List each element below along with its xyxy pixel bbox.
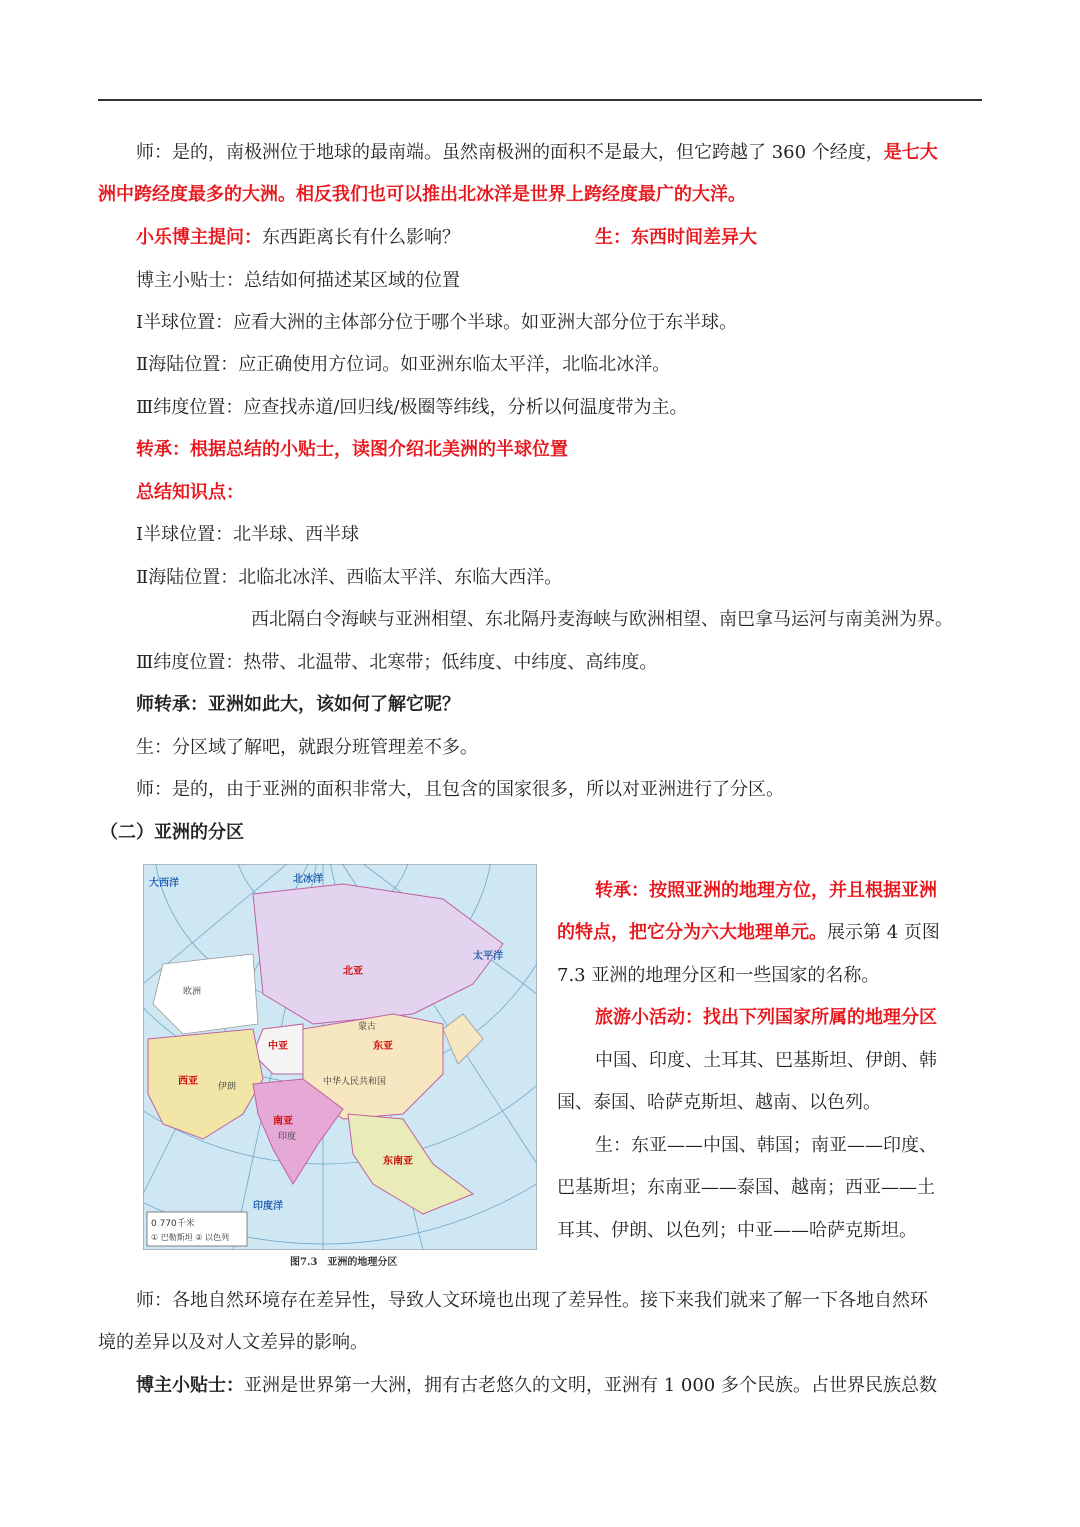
tip-title: 博主小贴士：总结如何描述某区域的位置: [136, 270, 460, 291]
map-caption: 图7.3 亚洲的地理分区: [290, 1257, 398, 1268]
map-label: 北冰洋: [293, 874, 323, 885]
right-line: 中国、印度、土耳其、巴基斯坦、伊朗、韩: [595, 1050, 937, 1071]
summary-item: Ⅰ半球位置：北半球、西半球: [136, 524, 360, 545]
summary-item-cont: 西北隔白令海峡与亚洲相望、东北隔丹麦海峡与欧洲相望、南巴拿马运河与南美洲为界。: [251, 609, 953, 630]
map-label: 中亚: [268, 1041, 288, 1052]
map-legend: ① 巴勒斯坦 ② 以色列: [151, 1233, 229, 1242]
map-label: 印度: [278, 1132, 297, 1142]
paragraph-line: 境的差异以及对人文差异的影响。: [98, 1332, 368, 1353]
right-line: 转承：按照亚洲的地理方位，并且根据亚洲: [595, 880, 937, 901]
right-line: 耳其、伊朗、以色列；中亚——哈萨克斯坦。: [557, 1220, 917, 1241]
question-line: 小乐博主提问：东西距离长有什么影响？: [136, 227, 460, 248]
paragraph-line: 师：是的，南极洲位于地球的最南端。虽然南极洲的面积不是最大，但它跨越了 360 个经度，是七大: [136, 142, 938, 163]
asia-regions-map: [143, 864, 537, 1250]
tip-line: 博主小贴士：亚洲是世界第一大洲，拥有古老悠久的文明，亚洲有 1 000 多个民族。占世界民族总数: [136, 1375, 937, 1396]
map-label: 南亚: [273, 1116, 293, 1127]
map-label: 印度洋: [253, 1201, 283, 1212]
right-line: 7.3 亚洲的地理分区和一些国家的名称。: [557, 965, 880, 986]
tip-item: Ⅱ海陆位置：应正确使用方位词。如亚洲东临太平洋，北临北冰洋。: [136, 354, 671, 375]
map-label: 北亚: [343, 966, 363, 977]
map-label: 蒙古: [358, 1022, 377, 1032]
map-label: 欧洲: [183, 987, 202, 997]
student-line: 生：分区域了解吧，就跟分班管理差不多。: [136, 737, 478, 758]
section-title: （二）亚洲的分区: [100, 822, 244, 843]
tip-item: Ⅰ半球位置：应看大洲的主体部分位于哪个半球。如亚洲大部分位于东半球。: [136, 312, 738, 333]
tip-item: Ⅲ纬度位置：应查找赤道/回归线/极圈等纬线，分析以何温度带为主。: [136, 397, 688, 418]
activity-title: 旅游小活动：找出下列国家所属的地理分区: [595, 1007, 937, 1028]
summary-title: 总结知识点：: [136, 482, 244, 503]
map-label: 中华人民共和国: [323, 1077, 387, 1087]
map-label: 东亚: [373, 1041, 393, 1052]
transition-line: 转承：根据总结的小贴士，读图介绍北美洲的半球位置: [136, 439, 568, 460]
paragraph-line: 师：各地自然环境存在差异性，导致人文环境也出现了差异性。接下来我们就来了解一下各地自然环: [136, 1290, 928, 1311]
map-label: 太平洋: [473, 951, 503, 962]
teacher-transition: 师转承：亚洲如此大，该如何了解它呢？: [136, 694, 460, 715]
summary-item: Ⅱ海陆位置：北临北冰洋、西临太平洋、东临大西洋。: [136, 567, 563, 588]
summary-item: Ⅲ纬度位置：热带、北温带、北寒带；低纬度、中纬度、高纬度。: [136, 652, 658, 673]
right-line: 的特点，把它分为六大地理单元。展示第 4 页图: [557, 922, 940, 943]
header-rule: [98, 99, 982, 101]
paragraph-line: 洲中跨经度最多的大洲。相反我们也可以推出北冰洋是世界上跨经度最广的大洋。: [98, 184, 746, 205]
map-label: 伊朗: [218, 1082, 237, 1092]
right-line: 巴基斯坦；东南亚——泰国、越南；西亚——土: [557, 1177, 935, 1198]
map-label: 西亚: [178, 1076, 198, 1087]
right-line: 国、泰国、哈萨克斯坦、越南、以色列。: [557, 1092, 881, 1113]
map-scale: 0 770千米: [151, 1219, 195, 1229]
answer-text: 生：东西时间差异大: [595, 227, 757, 248]
map-label: 大西洋: [149, 878, 179, 889]
map-label: 东南亚: [383, 1156, 413, 1167]
teacher-line: 师：是的，由于亚洲的面积非常大，且包含的国家很多，所以对亚洲进行了分区。: [136, 779, 784, 800]
right-line: 生：东亚——中国、韩国；南亚——印度、: [595, 1135, 937, 1156]
